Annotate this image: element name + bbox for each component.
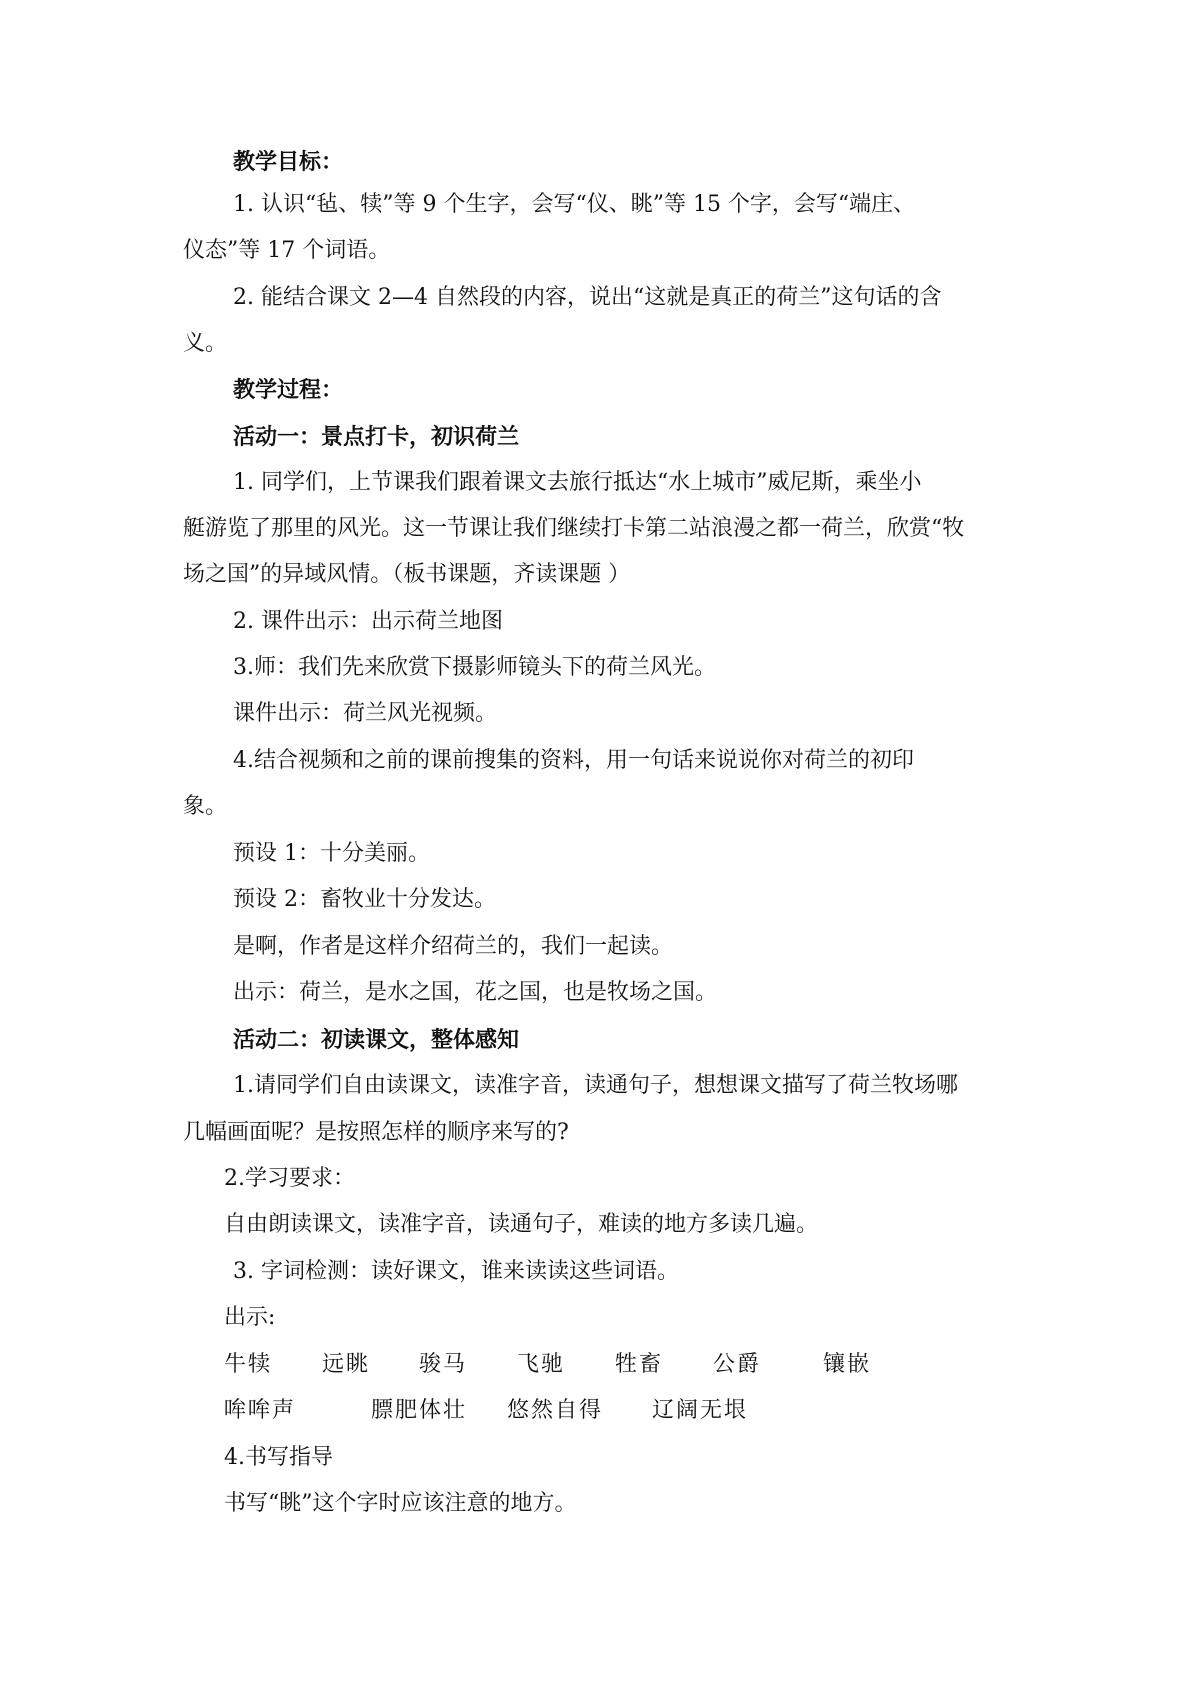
vocab-word: 远眺 (322, 1352, 371, 1377)
activity-2-para-3: 3. 字词检测：读好课文，谁来读读这些词语。 (233, 1259, 679, 1284)
activity-2-para-2b: 自由朗读课文，读准字音，读通句子，难读的地方多读几遍。 (224, 1212, 819, 1237)
activity-1-para-4-line-2: 象。 (183, 794, 228, 819)
activity-1-para-3b: 课件出示：荷兰风光视频。 (233, 701, 498, 726)
heading-teaching-process: 教学过程： (233, 377, 344, 403)
activity-2-title: 活动二：初读课文，整体感知 (233, 1027, 520, 1053)
activity-2-para-2: 2.学习要求： (224, 1166, 355, 1191)
vocab-word: 镶嵌 (823, 1352, 872, 1377)
vocab-word: 公爵 (713, 1352, 762, 1377)
activity-1-para-1-line-3: 场之国”的异域风情。（板书课题，齐读课题 ） (183, 562, 631, 587)
vocab-word: 骏马 (419, 1352, 468, 1377)
vocab-word: 飞驰 (517, 1352, 566, 1377)
activity-1-title: 活动一：景点打卡，初识荷兰 (233, 424, 520, 450)
goal-1-line-1: 1. 认识“毡、犊”等 9 个生字，会写“仪、眺”等 15 个字，会写“端庄、 (233, 192, 916, 217)
goal-2-line-2: 义。 (183, 331, 228, 356)
vocab-word: 哞哞声 (224, 1398, 297, 1423)
activity-2-para-3b: 出示: (224, 1305, 276, 1330)
goal-2-line-1: 2. 能结合课文 2—4 自然段的内容，说出“这就是真正的荷兰”这句话的含 (233, 285, 942, 310)
activity-1-para-2: 2. 课件出示：出示荷兰地图 (233, 609, 503, 634)
activity-1-para-4-line-1: 4.结合视频和之前的课前搜集的资料，用一句话来说说你对荷兰的初印 (233, 748, 914, 773)
vocab-word: 膘肥体壮 (371, 1398, 468, 1423)
activity-1-para-3: 3.师：我们先来欣赏下摄影师镜头下的荷兰风光。 (233, 655, 716, 680)
activity-1-preset-1: 预设 1：十分美丽。 (233, 841, 430, 866)
activity-2-para-4: 4.书写指导 (224, 1445, 333, 1470)
vocab-word: 悠然自得 (507, 1398, 604, 1423)
vocab-word: 牲畜 (615, 1352, 664, 1377)
vocab-word: 牛犊 (224, 1352, 273, 1377)
activity-1-para-1-line-2: 艇游览了那里的风光。这一节课让我们继续打卡第二站浪漫之都一荷兰，欣赏“牧 (183, 516, 965, 541)
activity-1-preset-2: 预设 2：畜牧业十分发达。 (233, 887, 496, 912)
goal-1-line-2: 仪态”等 17 个词语。 (183, 238, 391, 263)
activity-2-para-1-line-2: 几幅画面呢？是按照怎样的顺序来写的? (183, 1120, 569, 1145)
activity-2-para-4b: 书写“眺”这个字时应该注意的地方。 (224, 1491, 577, 1516)
activity-2-para-1-line-1: 1.请同学们自由读课文，读准字音，读通句子，想想课文描写了荷兰牧场哪 (233, 1073, 958, 1098)
activity-1-para-1-line-1: 1. 同学们，上节课我们跟着课文去旅行抵达“水上城市”威尼斯，乘坐小 (233, 470, 922, 495)
activity-1-para-6: 出示：荷兰，是水之国，花之国，也是牧场之国。 (233, 980, 718, 1005)
heading-teaching-goals: 教学目标： (233, 149, 344, 175)
activity-1-para-5: 是啊，作者是这样介绍荷兰的，我们一起读。 (233, 934, 674, 959)
vocab-word: 辽阔无垠 (652, 1398, 749, 1423)
